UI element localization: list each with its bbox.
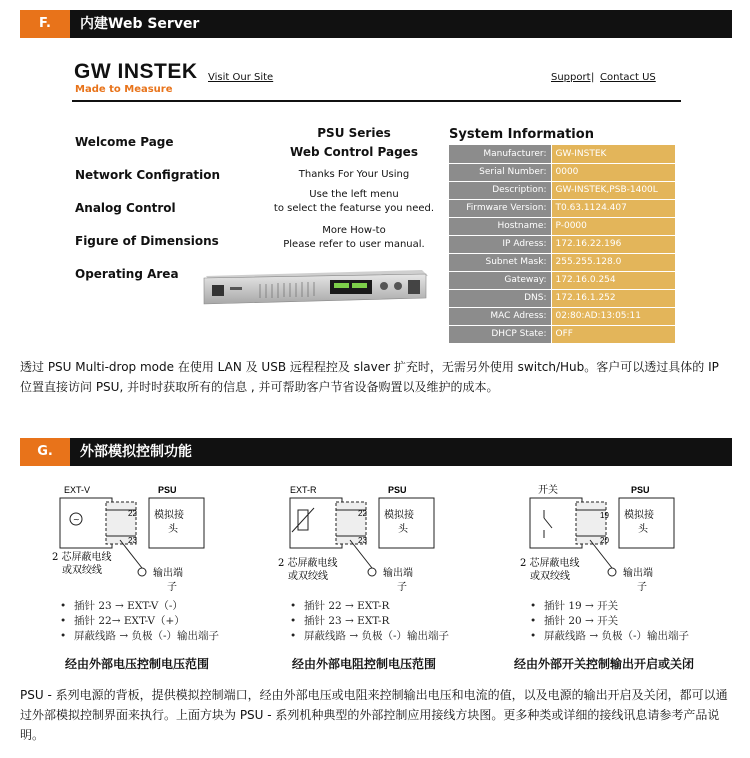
output-label-1: 输出端 xyxy=(153,568,183,579)
system-info-value: T0.63.1124.407 xyxy=(551,199,675,217)
cable-label-1: 2 芯屏蔽电线 xyxy=(278,558,338,569)
cable-label-2: 或双绞线 xyxy=(288,571,328,582)
system-info-key: Gateway: xyxy=(449,271,551,289)
diagram-ext-v xyxy=(40,480,280,610)
bullet: • 屏蔽线路 → 负极（-）输出端子 xyxy=(530,629,689,644)
cable-label-2: 或双绞线 xyxy=(62,565,102,576)
system-info-row xyxy=(449,307,675,325)
system-info-key: IP Adress: xyxy=(449,235,551,253)
psu-device-image xyxy=(200,268,430,308)
pin-top: 22 xyxy=(358,509,367,518)
system-info-row xyxy=(449,289,675,307)
diagram-source-label: EXT-V xyxy=(64,485,91,495)
system-info-key: DHCP State: xyxy=(449,325,551,343)
system-info-key: MAC Adress: xyxy=(449,307,551,325)
visit-site-link[interactable]: Visit Our Site xyxy=(208,72,274,83)
section-f-letter: F. xyxy=(20,10,70,38)
diagram-1-caption: 经由外部电压控制电压范围 xyxy=(65,657,210,671)
output-label-2: 子 xyxy=(637,582,647,593)
menu-welcome-page[interactable]: Welcome Page xyxy=(75,135,174,149)
system-info-key: Serial Number: xyxy=(449,163,551,181)
system-info-row xyxy=(449,145,675,163)
system-info-value: GW-INSTEK,PSB-1400L xyxy=(551,181,675,199)
welcome-heading-1: PSU Series xyxy=(317,126,391,140)
section-f-title: 内建Web Server xyxy=(80,16,200,32)
system-info-key: Subnet Mask: xyxy=(449,253,551,271)
system-info-table xyxy=(449,145,675,344)
pin-bottom: 23 xyxy=(128,536,137,545)
system-info-row xyxy=(449,181,675,199)
support-link[interactable]: Support xyxy=(551,72,591,83)
menu-network-configuration[interactable]: Network Configration xyxy=(75,168,221,182)
cable-label-1: 2 芯屏蔽电线 xyxy=(520,558,580,569)
menu-figure-of-dimensions[interactable]: Figure of Dimensions xyxy=(75,234,219,248)
diagram-source-label: 开关 xyxy=(538,485,558,496)
system-info-title: System Information xyxy=(449,127,594,142)
section-g-header xyxy=(20,438,732,466)
svg-text:~: ~ xyxy=(73,515,80,524)
bullet: • 屏蔽线路 → 负极（-）输出端子 xyxy=(290,629,449,644)
system-info-value: GW-INSTEK xyxy=(551,145,675,163)
bullet: • 插针 20 → 开关 xyxy=(530,614,689,629)
bullet: • 插针 23 → EXT-R xyxy=(290,614,449,629)
cable-label-1: 2 芯屏蔽电线 xyxy=(52,552,112,563)
system-info-key: Manufacturer: xyxy=(449,145,551,163)
gwinstek-logo: GW INSTEK xyxy=(74,60,198,83)
system-info-key: Hostname: xyxy=(449,217,551,235)
section-g-letter: G. xyxy=(20,438,70,466)
connector-label-1: 模拟接 xyxy=(624,510,654,521)
paragraph-g: PSU - 系列电源的背板，提供模拟控制端口，经由外部电压或电阻来控制输出电压和电流的值，以及电源的输出开启及关闭，都可以通过外部模拟控制界面来执行。上面方块为 PSU - 系列机种典型的外部控制应用接线方块图。更多种类或详细的接线讯息请参考产品说明。 xyxy=(20,688,728,742)
connector-label-2: 头 xyxy=(398,524,408,535)
welcome-heading-2: Web Control Pages xyxy=(290,145,418,159)
system-info-row xyxy=(449,217,675,235)
system-info-value: 255.255.128.0 xyxy=(551,253,675,271)
system-info-value: P-0000 xyxy=(551,217,675,235)
use-menu-text-1: Use the left menu xyxy=(309,189,399,200)
section-f-header xyxy=(20,10,732,38)
pin-top: 22 xyxy=(128,509,137,518)
diagram-psu-label: PSU xyxy=(388,485,407,495)
pin-bottom: 20 xyxy=(600,536,609,545)
cable-label-2: 或双绞线 xyxy=(530,571,570,582)
output-label-2: 子 xyxy=(167,582,177,593)
system-info-value: 02:80:AD:13:05:11 xyxy=(551,307,675,325)
more-howto-text-2: Please refer to user manual. xyxy=(283,239,425,250)
contact-us-link[interactable]: Contact US xyxy=(600,72,656,83)
connector-label-2: 头 xyxy=(638,524,648,535)
diagram-3-bullets xyxy=(530,599,689,644)
output-label-2: 子 xyxy=(397,582,407,593)
diagram-psu-label: PSU xyxy=(631,485,650,495)
diagram-1-bullets xyxy=(60,599,219,644)
menu-operating-area[interactable]: Operating Area xyxy=(75,267,179,281)
use-menu-text-2: to select the featurse you need. xyxy=(273,203,435,214)
pin-bottom: 23 xyxy=(358,536,367,545)
paragraph-f: 透过 PSU Multi-drop mode 在使用 LAN 及 USB 远程程控及 slaver 扩充时，无需另外使用 switch/Hub。客户可以透过具体的 IP 位置直接访问 PSU, 并时时获取所有的信息 , 并可帮助客户节省设备购置以及维护的成本。 xyxy=(20,360,719,394)
bullet: • 插针 23 → EXT-V（-） xyxy=(60,599,219,614)
bullet: • 插针 19 → 开关 xyxy=(530,599,689,614)
system-info-key: DNS: xyxy=(449,289,551,307)
bullet: • 插针 22→ EXT-V（+） xyxy=(60,614,219,629)
bullet: • 插针 22 → EXT-R xyxy=(290,599,449,614)
thanks-text: Thanks For Your Using xyxy=(298,169,410,180)
diagram-switch xyxy=(500,480,740,610)
connector-label-1: 模拟接 xyxy=(384,510,414,521)
connector-label-1: 模拟接 xyxy=(154,510,184,521)
connector-label-2: 头 xyxy=(168,524,178,535)
diagram-ext-r xyxy=(270,480,510,610)
diagram-2-caption: 经由外部电阻控制电压范围 xyxy=(292,657,437,671)
system-info-row xyxy=(449,163,675,181)
pin-top: 19 xyxy=(600,511,609,520)
system-info-key: Description: xyxy=(449,181,551,199)
system-info-value: 0000 xyxy=(551,163,675,181)
system-info-row xyxy=(449,199,675,217)
output-label-1: 输出端 xyxy=(623,568,653,579)
logo-tagline: Made to Measure xyxy=(75,84,173,95)
output-label-1: 输出端 xyxy=(383,568,413,579)
diagram-2-bullets xyxy=(290,599,449,644)
nav-separator: | xyxy=(591,72,595,83)
system-info-row xyxy=(449,235,675,253)
menu-analog-control[interactable]: Analog Control xyxy=(75,201,176,215)
system-info-row xyxy=(449,325,675,343)
system-info-row xyxy=(449,271,675,289)
welcome-text xyxy=(268,124,440,252)
diagram-psu-label: PSU xyxy=(158,485,177,495)
system-info-value: OFF xyxy=(551,325,675,343)
diagram-source-label: EXT-R xyxy=(290,485,317,495)
system-info-row xyxy=(449,253,675,271)
bullet: • 屏蔽线路 → 负极（-）输出端子 xyxy=(60,629,219,644)
system-info-value: 172.16.0.254 xyxy=(551,271,675,289)
system-info-value: 172.16.22.196 xyxy=(551,235,675,253)
header-divider xyxy=(72,100,681,102)
section-g-title: 外部模拟控制功能 xyxy=(80,444,192,460)
system-info-key: Firmware Version: xyxy=(449,199,551,217)
diagram-3-caption: 经由外部开关控制输出开启或关闭 xyxy=(514,657,695,671)
more-howto-text-1: More How-to xyxy=(322,225,386,236)
system-info-value: 172.16.1.252 xyxy=(551,289,675,307)
